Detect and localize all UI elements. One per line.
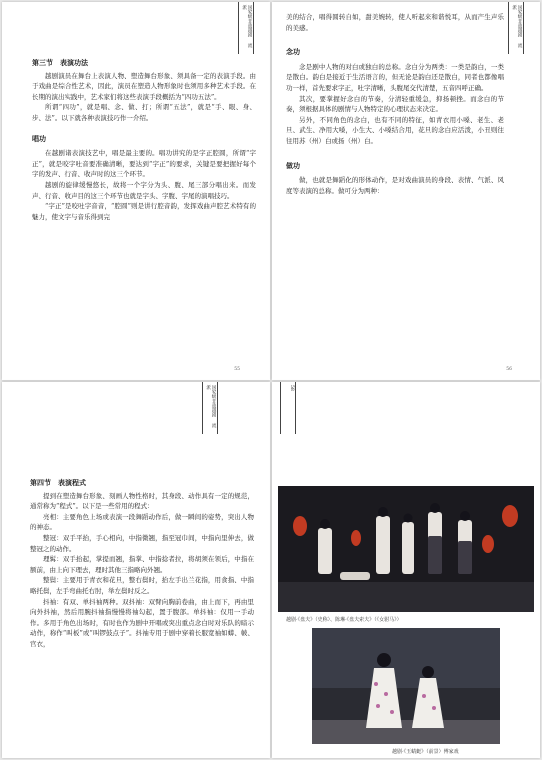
page-number: 56 [506,367,512,372]
paragraph: 做，也就是舞蹈化的形体动作，是对戏曲演员的身段、表情、气派、风度等表演的总称。做可分为两种： [286,176,504,195]
page-number: 55 [234,367,240,372]
subheading: 唱功 [32,133,46,143]
photo-caption: 越剧·《盘夫》（史称）、陈琳·《盘夫索夫》（《女驸马》） [286,617,402,623]
photo-caption: 越剧·《玉蜻蜓》（前景）傅家戏 [392,749,459,755]
paragraph: 整冠：双手平抬，手心相向，中指微翘，指至冠巾间，中指向里伸去，做整冠之的动作。 [30,533,254,553]
page-4 [272,382,540,758]
paragraph: 理髯：双手抬起，掌提而翘，指掌、中指捻者拉，将胡须在领后，中指在额前，由上向下理去，理时其他三指略向外翘。 [30,555,254,574]
paragraph: 所谓“四功”，就是唱、念、做、打；所谓“五法”，就是“手、眼、身、步、法”。以下就各种表演技巧作一介绍。 [32,103,256,122]
page-1-body [32,58,256,222]
running-head-title: 国家级非遗越剧 [517,5,522,38]
paragraph: “字正”是咬吐字音音，“腔圆”则是讲行腔音韵，发挥戏曲声腔艺术特有的魅力，使文字与音乐得到完 [32,202,256,221]
page-1 [2,2,270,380]
running-head-title: 58 [289,385,294,391]
page-3 [2,382,270,758]
paragraph: 抖袖：有双、单抖袖两种。双抖袖：双臂向胸前卷曲，由上而下，再由里向外抖袖，然后用腕抖袖指慢慢将袖勾起，置于腹部。单抖袖：仅用一手动作。多用于角色出场时，有时也作为剧中开唱或突出重点念白时对乐队的暗示动作，称作“叫板”或“叫锣鼓点子”。抖袖专用于剧中穿着长服宽袖如蟒、帔、官衣， [30,597,254,648]
running-head-sub: 流派 [241,5,252,48]
subheading: 念功 [286,47,300,57]
running-head [508,2,524,54]
paragraph: 其次，要掌握好念白的节奏，分清轻重缓急，抑扬顿挫。而念白的节奏，须根据具体的剧情与人物特定的心理状态来决定。 [286,94,504,114]
page-3-body [30,478,254,650]
stage-photo-1-image [278,486,534,612]
paragraph: 在越剧诸表演技艺中，唱是最主要的。唱功讲究的是字正腔圆，所谓“字正”，就是咬字吐音要准确清晰，要达到“字正”的要求，关键是要把握好每个字的发声、行音、收声时的这三个环节。 [32,149,256,179]
paragraph: 亮相：主要角色上场或表演一段舞蹈动作后，做一瞬间的姿势，突出人物的神态。 [30,512,254,532]
running-head [202,382,218,434]
stage-photo-2 [312,628,500,744]
running-head [280,382,296,434]
paragraph: 念是剧中人物的对白或独白的总称。念白分为两类：一类是韵白，一类是散白。韵白是接近于生活语言的，但无论是韵白还是散白，同者也都像唱功一样，首先要求字正，吐字清晰，头腹尾交代清楚，五音四呼正确。 [286,62,504,92]
paragraph: 越剧的旋律缓慢悠长，故将一个字分为头、腹、尾三部分唱出来。而发声、行音、收声目的这三个环节也就是字头、字腹、字尾的演唱技巧。 [32,180,256,200]
stage-photo-2-image [312,628,500,744]
paragraph: 越剧演员在舞台上表演人物、塑造舞台形象、须具备一定的表演手段。由于戏曲是综合性艺术，因此，演员在塑造人物形象时也须用多种艺术手段。在长期的演出实践中，艺术家们将这些表演手段概括为“四功五法”。 [32,71,256,101]
running-head-title: 国家级非遗越剧 [211,385,216,418]
section-title: 第三节 表演功法 [32,58,88,67]
section-title: 第四节 表演程式 [30,478,86,487]
paragraph: 另外，不同角色的念白，也有不同的特征，如青衣用小嗓、老生、老旦、武生、净用大嗓，小生大、小嗓结合用，花旦的念白应活泼，小丑则往往用苏（州）白或扬（州）白。 [286,115,504,145]
subheading: 做功 [286,160,300,170]
paragraph: 美的结合，唱得圆转自如，甜美婉转，使人听起来和谐悦耳，从而产生声乐的美感。 [286,13,504,32]
running-head-title: 国家级非遗越剧 [247,5,252,38]
running-head-sub: 流派 [511,5,522,48]
page-2 [272,2,540,380]
page-2-body [286,12,504,196]
paragraph: 提到在塑造舞台形象、刻画人物性格时，其身段、动作具有一定的规范，通常称为“程式”。以下是一些常用的程式： [30,491,254,511]
stage-photo-1 [278,486,534,612]
running-head-sub: 流派 [205,385,216,428]
paragraph: 整鬓：主要用于青衣和花旦，整右鬓时，抬左手出兰花指，用食指、中指略托鬓，左手弯曲托右肘，举左鬓时反之。 [30,576,254,595]
running-head [238,2,254,54]
